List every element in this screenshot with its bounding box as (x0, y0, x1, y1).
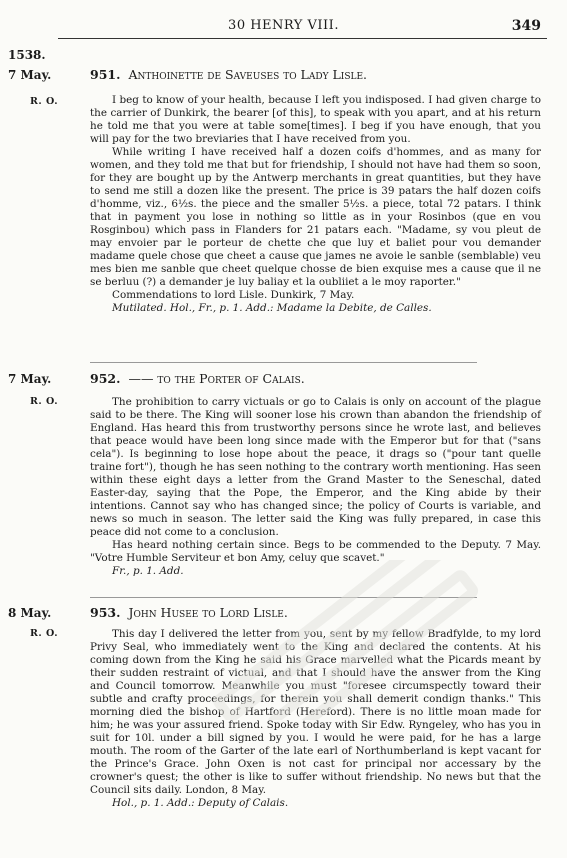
entry-body (90, 396, 541, 578)
paragraph: I beg to know of your health, because I left you indisposed. I had given charge to the carrier of Dunkirk, the bearer [of this], to speak with you apart, and at his return he told me that you were at table some[times]. I beg if you have enough, that you will pay for the two breviaries that I have received from you. (90, 94, 541, 145)
entry-heading (90, 605, 547, 620)
entry-number: 953. (90, 605, 121, 620)
entry-title: John Husee to Lord Lisle. (128, 605, 288, 620)
paragraph: The prohibition to carry victuals or go to Calais is only on account of the plague said to be there. The King will sooner lose his crown than abandon the friendship of England. Has heard this from trustworthy persons since he wrote last, and believes that peace would have been long since made with the Emperor but for that ("sans cela"). Is beginning to lose hope about the peace, it drags so ("pour tant quelle traine fort"), though he has seen nothing to the contrary worth mentioning. Has seen within these eight days a letter from the Grand Master to the Seneschal, dated Easter-day, saying that the Pope, the Emperor, and the King abide by their intentions. Cannot say who has changed since; the policy of Courts is variable, and news so much in season. The letter said the King was fully prepared, in case this peace did not come to a conclusion. (90, 396, 541, 538)
entry-heading (90, 371, 547, 386)
entry-meta: Mutilated. Hol., Fr., p. 1. Add.: Madame la Debite, de Calles. (112, 302, 432, 314)
entry-divider (90, 362, 477, 363)
entry-title: Anthoinette de Saveuses to Lady Lisle. (128, 67, 368, 82)
entry-source: R. O. (30, 96, 59, 107)
paragraph: Has heard nothing certain since. Begs to be commended to the Deputy. 7 May. "Votre Humble Serviteur et bon Amy, celuy que scavet." (90, 539, 541, 564)
entry-heading (90, 67, 547, 82)
entry-meta: Fr., p. 1. Add. (112, 565, 184, 577)
entry-source: R. O. (30, 628, 59, 639)
entry-meta: Hol., p. 1. Add.: Deputy of Calais. (112, 797, 289, 809)
entry-source: R. O. (30, 396, 59, 407)
paragraph: Commendations to lord Lisle. Dunkirk, 7 May. (112, 289, 355, 301)
header-rule (58, 38, 547, 39)
entry-body (90, 628, 541, 810)
margin-year: 1538. (8, 48, 46, 62)
entry-body (90, 94, 541, 315)
entry-date: 8 May. (8, 606, 52, 620)
entry-title: —— to the Porter of Calais. (128, 371, 305, 386)
entry-divider (90, 597, 477, 598)
entry-number: 951. (90, 67, 121, 82)
running-head (0, 18, 567, 40)
page-number: 349 (511, 18, 541, 34)
paragraph: This day I delivered the letter from you, sent by my fellow Bradfylde, to my lord Privy Seal, who immediately went to the King and declared the contents. At his coming down from the King he said his Grace marvelled what the Picards meant by their sudden restraint of victual, and that I should have the answer from the King and Council tomorrow. Meanwhile you must "foresee circumspectly toward their subtle and crafty proceedings, for therein you shall demerit condign thanks." This morning died the bishop of Hartford (Hereford). There is no little moan made for him; he was your assured friend. Spoke today with Sir Edw. Ryngeley, who has you in suit for 10l. under a bill signed by you. I would he were paid, for he has a large mouth. The room of the Garter of the late earl of Northumberland is kept vacant for the Prince's Grace. John Oxen is not cast for principal nor accessary by the crowner's quest; the other is like to suffer without friendship. No news but that the Council sits daily. London, 8 May. (90, 628, 541, 796)
entry-date: 7 May. (8, 372, 52, 386)
entry-date: 7 May. (8, 68, 52, 82)
running-title: 30 HENRY VIII. (228, 18, 339, 33)
paragraph: While writing I have received half a dozen coifs d'hommes, and as many for women, and they told me that but for friendship, I should not have had them so soon, for they are bought up by the Antwerp merchants in great quantities, but they have to send me still a dozen like the present. The price is 39 patars the half dozen coifs d'homme, viz., 6½s. the piece and the smaller 5½s. a piece, total 72 patars. I think that in payment you lose in nothing so little as in your Rosinbos (que en vou Rosginbou) which pass in Flanders for 21 patars each. "Madame, sy vou pleut de may envoier par le porteur de chette che que luy et baliet pour vou demander madame quele chose que cheet a cause que james ne avoie le sanble (semblable) veu mes bien me sanble que cheet quelque chosse de bien exquise mes a cause que il ne se berluu (?) a demander je luy baliay et la oubliiet a le moy raporter." (90, 146, 541, 288)
entry-number: 952. (90, 371, 121, 386)
